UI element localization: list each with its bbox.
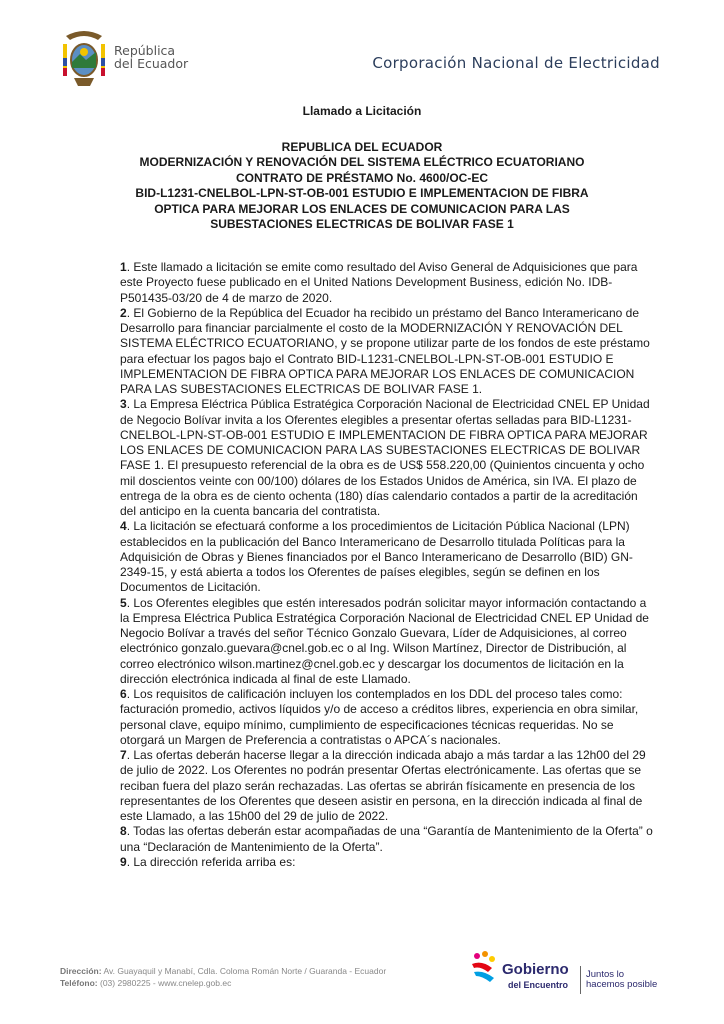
corporation-name: Corporación Nacional de Electricidad bbox=[372, 54, 660, 72]
gobierno-mark-icon bbox=[468, 950, 498, 996]
heading-line: CONTRATO DE PRÉSTAMO No. 4600/OC-EC bbox=[235, 170, 489, 185]
tagline-line2: hacemos posible bbox=[586, 979, 658, 990]
heading-line: BID-L1231-CNELBOL-LPN-ST-OB-001 ESTUDIO E IMPLEMENTACION DE FIBRA bbox=[135, 186, 589, 201]
phone-value: (03) 2980225 - www.cnelep.gob.ec bbox=[97, 978, 232, 988]
paragraph-number: 9 bbox=[120, 854, 127, 869]
document-title: Llamado a Licitación bbox=[302, 104, 422, 118]
paragraph-number: 5 bbox=[120, 595, 127, 610]
paragraph-number: 3 bbox=[120, 397, 127, 412]
page-header bbox=[0, 0, 724, 100]
phone-label: Teléfono: bbox=[60, 978, 98, 988]
document-body bbox=[120, 260, 656, 870]
paragraph-9 bbox=[120, 855, 656, 870]
republic-line1: República bbox=[114, 43, 176, 58]
paragraph-7 bbox=[120, 748, 656, 824]
paragraph-text: . Este llamado a licitación se emite como resultado del Aviso General de Adquisiciones que para este Proyecto fuese publicado en el United Nations Development Business, edición No. IDB-P501435-03/20 de 4 de marzo de 2020. bbox=[120, 260, 638, 305]
paragraph-text: . La dirección referida arriba es: bbox=[126, 854, 296, 869]
gobierno-logo bbox=[468, 950, 658, 1000]
paragraph-number: 1 bbox=[120, 260, 127, 274]
paragraph-1 bbox=[120, 260, 656, 306]
paragraph-text: . Las ofertas deberán hacerse llegar a la dirección indicada abajo a más tardar a las 12h00 del 29 de julio de 2022. Los Oferentes no podrán presentar Ofertas electrónicamente. Las ofertas que se reciban fuera del plazo serán rechazadas. Las ofertas se abrirán físicamente en presencia de los representantes de los Oferentes que deseen asistir en persona, en la dirección indicada al final de este Llamado, a las 15h00 del 29 de julio de 2022. bbox=[120, 748, 646, 823]
paragraph-number: 7 bbox=[120, 748, 127, 762]
paragraph-number: 6 bbox=[120, 687, 127, 701]
gobierno-sub: del Encuentro bbox=[508, 980, 569, 990]
paragraph-number: 8 bbox=[120, 824, 127, 839]
heading-line: SUBESTACIONES ELECTRICAS DE BOLIVAR FASE 1 bbox=[210, 217, 514, 232]
gobierno-name: Gobierno bbox=[502, 961, 569, 978]
paragraph-text: . Los requisitos de calificación incluyen los contemplados en los DDL del proceso tales como: facturación promedio, activos líquidos y/o de acceso a créditos libres, experiencia en obra similar, personal clave, equipo mínimo, cumplimiento de especificaciones técnicas requeridas. No se otorgará un Margen de Preferencia a contratistas o APCA´s nacionales. bbox=[120, 687, 639, 747]
heading-line: OPTICA PARA MEJORAR LOS ENLACES DE COMUNICACION PARA LAS bbox=[154, 201, 570, 216]
republic-logo-text bbox=[114, 44, 188, 70]
paragraph-number: 2 bbox=[120, 305, 127, 320]
heading-line: MODERNIZACIÓN Y RENOVACIÓN DEL SISTEMA ELÉCTRICO ECUATORIANO bbox=[139, 155, 585, 170]
paragraph-6 bbox=[120, 687, 656, 748]
paragraph-text: . La Empresa Eléctrica Pública Estratégica Corporación Nacional de Electricidad CNEL EP Unidad de Negocio Bolívar invita a los Oferentes elegibles a presentar ofertas selladas para BID-L1231- CNELBOL-LPN-ST-OB-001 ESTUDIO E IMPLEMENTACION DE FIBRA OPTICA PARA MEJORAR LOS ENLACES DE COMUNICACION PARA LAS SUBESTACIONES ELECTRICAS DE BOLIVAR FASE 1. El presupuesto referencial de la obra es de US$ 558.220,00 (Quinientos cincuenta y ocho mil doscientos veinte con 00/100) dólares de los Estados Unidos de América, sin IVA. El plazo de entrega de la obra es de ciento ochenta (180) días calendario contados a partir de la acreditación del anticipo en la cuenta bancaria del contratista. bbox=[120, 397, 650, 518]
paragraph-8 bbox=[120, 824, 656, 855]
heading-block bbox=[120, 140, 604, 232]
republic-line2: del Ecuador bbox=[114, 56, 189, 71]
paragraph-text: . Los Oferentes elegibles que estén interesados podrán solicitar mayor información contactando a la Empresa Eléctrica Publica Estratégica Corporación Nacional de Electricidad CNEL EP Unidad de Negocio Bolívar a través del señor Técnico Gonzalo Guevara, Líder de Adquisiciones, al correo electrónico gonzalo.guevara@cnel.gob.ec o al Ing. Wilson Martínez, Director de Distribución, al correo electrónico wilson.martinez@cnel.gob.ec y descargar los documentos de licitación en la dirección electrónica indicada al final de este Llamado. bbox=[120, 595, 649, 686]
heading-line: REPUBLICA DEL ECUADOR bbox=[281, 140, 443, 154]
paragraph-5 bbox=[120, 596, 656, 688]
paragraph-text: . El Gobierno de la República del Ecuador ha recibido un préstamo del Banco Interamericano de Desarrollo para financiar parcialmente el costo de la MODERNIZACIÓN Y RENOVACIÓN DEL SISTEMA ELÉCTRICO ECUATORIANO, y se propone utilizar parte de los fondos de este préstamo para efectuar los pagos bajo el Contrato BID-L1231-CNELBOL-LPN-ST-OB-001 ESTUDIO E IMPLEMENTACION DE FIBRA OPTICA PARA MEJORAR LOS ENLACES DE COMUNICACION PARA LAS SUBESTACIONES ELECTRICAS DE BOLIVAR FASE 1. bbox=[120, 305, 650, 396]
address-label: Dirección: bbox=[60, 966, 102, 976]
paragraph-text: . La licitación se efectuará conforme a los procedimientos de Licitación Pública Nacional (LPN) establecidos en la publicación del Banco Interamericano de Desarrollo titulada Políticas para la Adquisición de Obras y Bienes financiados por el Banco Interamericano de Desarrollo (BID) GN-2349-15, y está abierta a todos los Oferentes de países elegibles, según se definen en los Documentos de Licitación. bbox=[120, 519, 633, 595]
paragraph-3 bbox=[120, 397, 656, 519]
tagline-line1: Juntos lo bbox=[586, 969, 625, 980]
divider bbox=[580, 966, 581, 994]
paragraph-text: . Todas las ofertas deberán estar acompañadas de una “Garantía de Mantenimiento de la Oferta” o una “Declaración de Mantenimiento de la Oferta”. bbox=[120, 824, 653, 854]
footer-phone bbox=[60, 977, 386, 989]
footer-address bbox=[60, 965, 386, 977]
paragraph-number: 4 bbox=[120, 519, 127, 534]
paragraph-4 bbox=[120, 519, 656, 595]
page-footer bbox=[60, 965, 386, 989]
address-value: Av. Guayaquil y Manabí, Cdla. Coloma Román Norte / Guaranda - Ecuador bbox=[101, 966, 387, 976]
paragraph-2 bbox=[120, 306, 656, 398]
ecuador-coat-of-arms-icon bbox=[60, 28, 108, 90]
gobierno-tagline bbox=[586, 970, 657, 990]
